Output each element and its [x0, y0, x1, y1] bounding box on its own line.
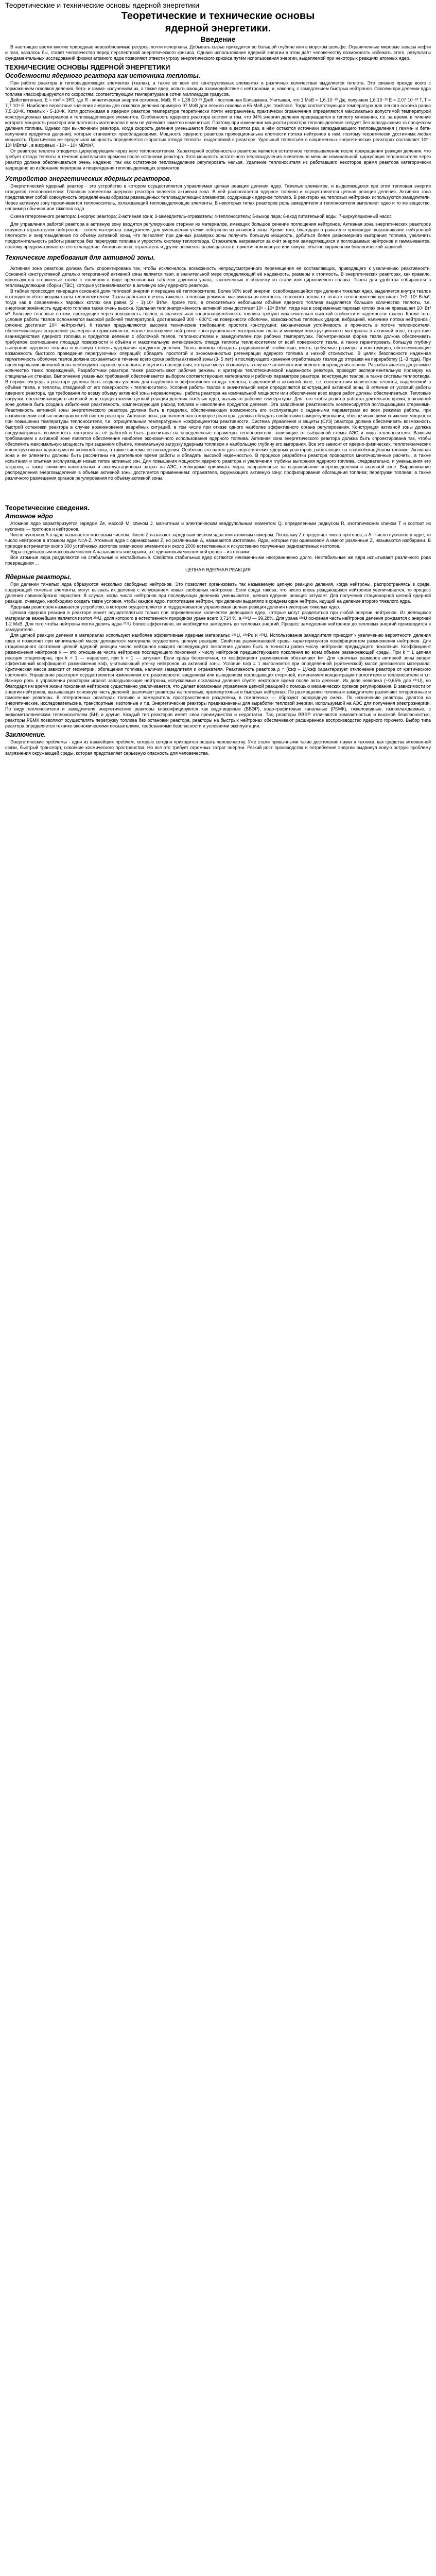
subsection-core-requirements: Технические требования для активной зоны.	[5, 254, 155, 261]
paragraph: Для управления работой реактора в активную зону вводятся регулирующие стержни из материалов, имеющих большое сечение поглощения нейтронов. Активная зона энергетических реакторов окружена отражателем нейтронов - слоем материала замедлителя для уменьшения утечки нейтронов из активной зоны. Кроме того, благодаря отражателю происходит выравнивание нейтронной плотности и энерговыделения по объёму активной зоны, что позволяет при данных размерах зоны получить большую мощность, добиться более равномерного выгорания топлива, увеличить продолжительность работы реактора без перегрузки топлива и упростить систему теплоотвода. Отражатель нагревается за счёт энергии замедляющихся и поглощаемых нейтронов и гамма-квантов, поэтому предусматривается его охлаждение. Активная зона, отражатель и другие элементы размещаются в герметичном корпусе или кожухе, обычно окруженном биологической защитой.	[5, 222, 431, 249]
intro-heading: Введение	[200, 35, 236, 43]
paragraph: Энергетический ядерный реактор - это устройство в котором осуществляется управляемая цепная реакция деления ядер. Тяжелых элементов, и выделяющаяся при этом тепловая энергия отводится теплоносителем. Главным элементом ядерного реактора является активная зона. В ней располагается ядерное топливо и осуществляется цепная реакция деления. Активная зона представляет собой совокупность определённым образом размещенных тепловыделяющих элементов, содержащих ядерное топливо. В реакторах на тепловых нейтронах используются замедлители. Через активную зону прокачивается теплоноситель, охлаждающий тепловыделяющие элементы. В некоторых типах реакторов роль замедлителя и теплоносителя выполняет одно и то же вещество, например обычная или тяжелая вода.	[5, 183, 431, 211]
paragraph: Ядра с одинаковым массовым числом A называются изобарами, а с одинаковым числом нейтронов – изотонами.	[10, 549, 251, 554]
paragraph: Цепная ядерная реакция в реакторе может осуществляться только при определенном количестве делящихся ядер, которые могут разделиться при любой энергии нейтронов. Из делящихся материалов важнейшим является изотоп ²³⁵U, доля которого в естественном природном уране всего 0,714 %, а ²³⁸U — 99,28%. Для урана ²³⁵U основная часть нейтронов деления рождается с энергией 1-2 МэВ. Для того чтобы нейтроны могли делить ядра ²³⁵U более эффективно, их необходимо замедлить до тепловых энергий. Процесс замедления нейтронов до тепловых энергий производится в замедлителе...	[5, 610, 431, 632]
paragraph: Энергетические проблемы - одни из важнейших проблем, которые сегодня приходится решать человечеству. Уже стали привычными такие достижения науки и техники, как средства мгновенной связи, быстрый транспорт, освоение космического пространства. Но все это требует огромных затрат энергии. Резкий рост производства и потребления энергии выдвинул новую острую проблему загрязнения окружающей среды, которая представляет серьезную опасность для человечества.	[5, 739, 431, 756]
paragraph: От реактора теплота отводится циркулирующим через него теплоносителем. Характерной особенностью реактора является остаточное тепловыделение после прекращения реакции деления, что требует отвода теплоты в течение длительного времени после остановки реактора. Хотя мощность остаточного тепловыделения значительно меньше номинальной, циркуляция теплоносителя через реактор должна обеспечиваться очень надежно, так как остаточное тепловыделение регулировать нельзя. Удаление теплоносителя из работавшего некоторое время реактора категорически запрещено во избежание перегрева и повреждения тепловыделяющих элементов.	[5, 148, 431, 171]
paragraph: В таблах происходит генерация основной доли тепловой энергии и передача её теплоносителю. Более 90% всей энергии, освобождающейся при делении тяжелых ядер, выделяется внутри твэлов и отводится обтекающим твэлы теплоносителем. Твэлы работают в очень тяжелых тепловых режимах: максимальная плотность теплового потока от твэла к теплоносителю достигает 1÷2 ·10⁶ Вт/м², тогда как в современных паровых котлах она равна (2 - 3)·10⁵ Вт/м². Кроме того, в относительно небольшом объёме ядерного топлива выделяется большое количество теплоты, т.е. энергонапряжённость ядерного топлива также очень высока. Удельная теплонапряжённость активной зоны достигает 10⁸ - 10⁹ Вт/м³, тогда как в современных паровых котлах она не превышает 10⁷ Вт/м³. Большие тепловые потоки, проходящие через поверхность твэлов, и значительная энергонапряжённость топлива требуют исключительно высокой стойкости и надежности твэлов. Кроме того, условия работы твэлов осложняются высокой рабочей температурой, достигающей 300 - 600°С на поверхности оболочки, возможностью тепловых ударов, вибрацией, наличием потока нейтронов ( флюенс достигает 10²⁷ нейтрон/м²). К твэлам предъявляются высокие технические требования: простота конструкции; механическая устойчивость и прочность в потоке теплоносителя, обеспечивающая сохранение размеров и герметичности; малое поглощение нейтронов конструкционным материалом твэла и минимум конструкционного материала в активной зоне; отсутствие взаимодействия ядерного топлива и продуктов деления с оболочкой твэлов, теплоносителем и замедлителем при рабочих температурах. Геометрическая форма твэла должна обеспечивать требуемое соотношение площади поверхности и объёма и максимальную интенсивность отвода теплоты теплоносителем от всей поверхности твэла, а также гарантировать большую глубину выгорания ядерного топлива и высокую степень удержания продуктов деления. Твэлы должны обладать радиационной стойкостью, иметь требуемые размеры и конструкцию, обеспечивающие возможность быстрого проведения перегрузочных операций; обладать простотой и экономичностью регенерации ядерного топлива и низкой стоимостью. В целях безопасности надежная герметичность оболочек твэлов должна сохраняться в течение всего срока работы активной зоны (3- 5 лет) и последующего хранения отработавших твэлов до отправки на переработку (1 -3 года). При проектировании активной зоны необходимо заранее установить и оценить последствия, которые могут возникнуть в случае частичного или полного повреждения твэлов. Разрабатывается допустимое количество таких повреждений, Разработчики реактора также рассчитывают рабочие режимы и критерии теплотехнической надежности реактора, проводят экспериментальную проверку на специальных стендах. Выполнение указанных требований обеспечивается выбором соответствующих материалов и рабочих параметров реактора, конструкции твэлов, а также системы теплоотвода. В первую очередь в реакторе должны быть созданы условия для надёжного и эффективного отвода теплоты, выделяемой в активной зоне, т.е. соответствия количества теплоты, выделяемой в объёме твэла, и теплоты, отводимой от его поверхности к теплоносителю. Условия работы твэлов в значительной мере определяются конструкцией активной зоны. В отличие от условий работы ядерного реактора, где требования по всему объему активной зоны неравномерны, работа реактора на номинальной мощности или обеспечение всех видов работ должны обеспечиваться. Тепловые нагрузки, обеспечивающие в активной зоне осуществление цепной реакции деления тяжёлых ядер, вызывают рабочие температуры. Для того чтобы реактор работал длительное время, в активной зоне должна быть создана избыточная реактивность, компенсирующая расход топлива и накопление продуктов деления. Эта запасённая реактивность компенсируется поглощающими стержнями. Реактивность активной зоны энергетического реактора должна быть в пределах, обеспечивающих возможность его эксплуатации с заданными параметрами во всех режимах работы, при возникновении любых неисправностей систем реактора. Активная зона, расположенная в корпусе реактора, должна обладать свойствами саморегулирования, обеспечивающими снижение мощности при повышении температуры теплоносителя, т.е. отрицательным температурным коэффициентом реактивности. Система управления и защиты (СУЗ) реактора должна обеспечивать возможность быстрой остановки реактора в случае возникновения аварийных ситуаций, в том числе при отказе одного наиболее эффективного органа регулирования. Конструкция активной зоны должна предусматривать возможность контроля за её работой и быть рассчитана на определенные параметры теплоносителя, зависящие от выбранной схемы АЭС и вида теплоносителя. Важным требованием к активной зоне является обеспечение наиболее экономичного использования ядерного топлива. Активная зона энергетического реактора должна быть спроектирована так, чтобы обеспечить максимальную мощность при заданном объёме, минимальную загрузку ядерным топливом и наибольшую глубину его выгорания. Все это зависит от ядерно-физических, теплотехнических и конструктивных характеристик активной зоны, а также системы её охлаждения. Особенно это важно для энергетических ядерных реакторов, работающих на слабообогащённом топливе. Активная зона и её элементы должны быть рассчитаны на длительное время работы и обладать высокой надежностью. В процессе разработки реактора проводятся многочисленные расчеты, а также испытания и опытная эксплуатация новых типов активных зон. Для повышения мощности ядерного реактора и увеличения глубины выгорания ядерного топлива, следовательно, и уменьшения его загрузки, а также снижения капитальных и эксплуатационных затрат на АЭС, необходимо принимать меры, направленные на выравнивание энерговыделения в активной зоне. Выравнивание распределения энерговыделения в объёме активной зоны достигается применением: отражателя, окружающего активную зону; профилирования обогащения топлива; перегрузки топлива; а также различного размещения органов регулирования по объёму активной зоны.	[5, 289, 431, 481]
paragraph: Ядерным реактором называется устройство, в котором осуществляется и поддерживается управляемая цепная реакция деления некоторых тяжелых ядер.	[10, 604, 340, 609]
paragraph: Схема гетерогенного реактора: 1-корпус реактора; 2-активная зона; 3-замедлитель-отражатель; 4-теплоноситель; 5-выход пара; 6-вход питательной воды; 7-циркуляционный насос	[10, 214, 392, 219]
reactors-subtitle: Ядерные реакторы.	[5, 573, 72, 581]
conclusion-title: Заключение.	[5, 731, 46, 738]
main-title-line1: Теоретические и технические основы	[121, 10, 315, 22]
chain-reaction-caption: ЦЕПНАЯ ЯДЕРНАЯ РЕАКЦИЯ	[185, 567, 251, 572]
paragraph: Все атомные ядра разделяются на стабильные и нестабильные. Свойства стабильных ядер остаются неизменными неограниченно долго. Нестабильные же ядра испытывают различного рода превращения ...	[5, 555, 431, 566]
subsection-reactor-design: Устройство энергетических ядерных реакторов.	[5, 175, 172, 182]
intro-paragraph: В настоящее время многие природные невозобновимые ресурсы почти исчерпаны. Добывать сырье приходится во большой глубине или в морском шельфе. Ограниченные мировые запасы нефти и газа, казалось бы, ставят человечество перед перспективой энергетического кризиса. Однако использование ядерной энергии в этом даёт человечеству возможность избежать этого, результаты фундаментальных исследований физики атомного ядра позволяют отвести угрозу энергетического кризиса путём использования энергии, выделяемой при некоторых реакциях атомных ядер.	[5, 44, 431, 61]
paragraph: Атомное ядро характеризуется зарядом Ze, массой M, спином J, магнитным и электрическим квадрупольным моментом Q, определенным радиусом R, изотопическим спином T и состоит из нуклонов — протонов и нейтронов.	[5, 521, 431, 532]
paragraph: При делении тяжелых ядра образуются несколько свободных нейтронов. Это позволяет организовать так называемую цепную реакцию деления, когда нейтроны, распространяясь в среде, содержащей тяжелые элементы, могут вызвать их деление с испусканием новых свободных нейтронов. Если среда такова, что число вновь рождающихся нейтронов увеличивается, то процесс деления лавинообразно нарастает. В случае, когда число нейтронов при последующих делениях уменьшается, цепная ядерная реакция затухает. Для получения стационарной цепной ядерной реакции, очевидно, необходимо создать такие условия, чтобы каждое ядро, поглотившее нейтрон, при делении выделяло в среднем один нейтрон, идущий на деление второго тяжелого ядра.	[5, 582, 431, 604]
main-title-line2: ядерной энергетики.	[165, 23, 271, 34]
theory-title: Теоретические сведения.	[5, 504, 90, 512]
section-title-technical-basis: ТЕХНИЧЕСКИЕ ОСНОВЫ ЯДЕРНОЙ ЭНЕРГЕТИКИ	[5, 63, 170, 71]
atom-subtitle: Атомное ядро	[5, 513, 53, 520]
document-header-title: Теоретические и технические основы ядерной энергетики	[5, 1, 200, 9]
paragraph: Действительно, E = mv² = 3RT, где R - кинетическая энергия осколков, МэВ; R = 1,38·10⁻²³ Дж/К - постоянная Больцмана. Учитывая, что 1 МэВ = 1,6·10⁻¹³ Дж, получаем 1,6·10⁻¹³ E = 2,07·10⁻²³ T, T = 7,7·10⁹ E. Наиболее вероятные значения энергии для осколков деления примерно 97 МэВ для легкого осколка и 65 МэВ для тяжёлого. Тогда соответствующая температура для легкого осколка равна 7,5·10¹¹К, тяжелых - 5·10¹¹К. Хотя достижимая в ядерном реакторе температура теоретически почти неограничена, практически ограничения определяются максимально допустимой температурой конструкционных материалов и тепловыделяющих элементов. Особенность ядерного реактора состоит в том, что 94% энергии деления превращается в теплоту мгновенно, т.е. за время, в течение которого мощность реактора или плотность материалов в нем не успевают заметно измениться. Поэтому при изменении мощности реактора тепловыделение следует без запаздывания за процессом деления топлива. Однако при выключении реактора, когда скорость деления уменьшается более чем в десятки раз, в нём остаются источники запаздывающего тепловыделения ( гамма- и бета-излучение продуктов деления), которые становятся преобладающими. Мощность ядерного реактора пропорциональна плотности потока нейтронов в нем, поэтому теоретически достижима любая мощность. Практически же предельная мощность определяется скоростью отвода теплоты, выделяемой в реакторе. Удельный теплосъём в современных энергетических реакторах составляет 10² - 10³ МВт/м³ , в вихревых - 10⁴ - 10⁵ МВт/м³.	[5, 97, 431, 148]
paragraph: Для цепной реакции деления в материалах используют наиболее эффективные ядерные материалы: ²³⁵U, ²³⁹Pu и ²³³U. Использование замедлителя приводит к увеличению вероятности деления ядер и позволяет при минимальной массе делящегося материала осуществить цепную реакцию. Свойства размножающей среды характеризуются коэффициентом размножения нейтронов. Для стационарного состояния цепной ядерной реакции число нейтронов каждого последующего поколения должно быть в точности равно числу нейтронов предыдущего поколения. Коэффициент размножения нейтронов k — это отношение числа нейтронов последующего поколения к числу нейтронов предшествующего поколения во всем объеме размножающей среды. При k = 1 цепная реакция стационарна, при k > 1 — нарастает, при k < 1 — затухает. Если среда бесконечная, то коэффициент размножения обозначают k∞. Для конечных размеров активной зоны вводят эффективный коэффициент размножения kэф, учитывающий утечку нейтронов из активной зоны. Условие kэф = 1 выполняется при определённой (критической) массе делящегося материала. Критическая масса зависит от геометрии, обогащения топлива, наличия замедлителя и отражателя. Реактивность реактора ρ = (kэф – 1)/kэф характеризует отклонение реактора от критического состояния. Управление реактором осуществляется изменением его реактивности: введением или выведением поглощающих стержней, изменением концентрации поглотителя в теплоносителе и т.п. Важную роль в управлении реактором играют запаздывающие нейтроны, испускаемые осколками деления спустя некоторое время после акта деления. Их доля невелика (~0,65% для ²³⁵U), но благодаря им время жизни поколения нейтронов существенно увеличивается, что делает возможным управление цепной реакцией с помощью механических органов регулирования. В зависимости от энергии нейтронов, вызывающих основную часть делений, различают реакторы на тепловых, промежуточных и быстрых нейтронах. По размещению топлива и замедлителя различают гетерогенные и гомогенные реакторы. В гетерогенных реакторах топливо и замедлитель пространственно разделены, в гомогенных — образуют однородную смесь. По назначению реакторы делятся на энергетические, исследовательские, транспортные, изотопные и т.д. Энергетические реакторы предназначены для выработки тепловой энергии, используемой на АЭС для получения электроэнергии. По виду теплоносителя и замедлителя энергетические реакторы классифицируются как водо-водяные (ВВЭР), водо-графитовые канальные (РБМК), тяжеловодные, газоохлаждаемые, с жидкометаллическим теплоносителем (БН) и другие. Каждый тип реакторов имеет свои преимущества и недостатки. Так, реакторы ВВЭР отличаются компактностью и высокой безопасностью, реакторы РБМК позволяют осуществлять перегрузку топлива без остановки реактора, реакторы на быстрых нейтронах обеспечивают расширенное воспроизводство ядерного горючего. Выбор типа реактора определяется технико-экономическими показателями, требованиями безопасности и условиями эксплуатации.	[5, 633, 431, 728]
document-page	[0, 1, 436, 756]
paragraph: Число нуклонов A в ядре называется массовым числом. Число Z называют зарядовым числом ядра или атомным номером. Поскольку Z определяет число протонов, а A - число нуклонов в ядре, то число нейтронов в атомном ядре N=A-Z. Атомные ядра с одинаковыми Z, но различными A, называются изотопами. Ядра, которые при одинаковом A имеют различные Z, называются изобарами. В природе встречается около 300 устойчивых изотопов химических элементов и около 2000 естественных и искусственно полученных радиоактивных изотопов.	[5, 532, 431, 549]
paragraph: При работе реактора в тепловыделяющих элементах (твэлах), а также во всех его конструктивных элементах в различных количествах выделяется теплота. Это связано прежде всего с торможением осколков деления, бета- и гамма- излучением их, а также ядер, испытывающих взаимодействие с нейтронами, и, наконец, с замедлением быстрых нейтронов. Осколки при делении ядра топлива классифицируются по скоростям, соответствующим температурам в сотни миллиардов градусов.	[5, 80, 431, 97]
spacer	[5, 481, 431, 502]
paragraph: Активная зона реактора должна быть спроектирована так, чтобы исключалось возможность непредусмотренного перемещения её составляющих, приводящего к увеличению реактивности. Основной конструктивной деталью гетерогенной активной зоны является твэл, в значительной мере определяющий её надежность, размеры и стоимость. В энергетических реакторах, как правило, используются стержневые твэлы с топливом в виде прессованных таблеток двуокиси урана, заключенных в оболочку из стали или циркониевого сплава. Твэлы для удобства собираются в тепловыделяющие сборки (ТВС), которые устанавливаются в активную зону ядерного реактора.	[5, 266, 431, 288]
subsection-reactor-heat-source: Особенности ядерного реактора как источника теплоты.	[5, 72, 201, 79]
